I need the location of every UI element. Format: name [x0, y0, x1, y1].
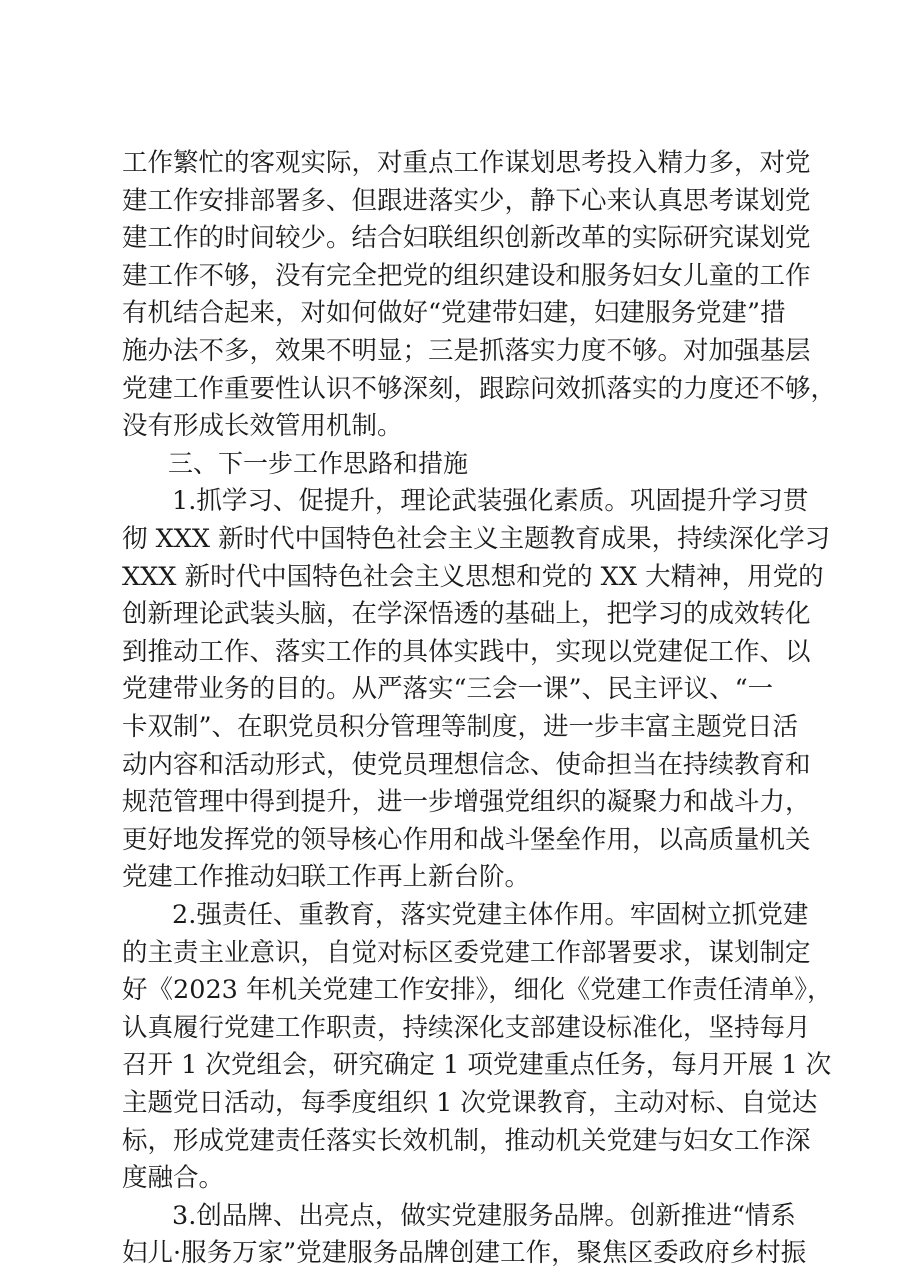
text-line: 有机结合起来，对如何做好“党建带妇建，妇建服务党建”措 — [122, 298, 786, 329]
text-line: 党建带业务的目的。从严落实“三会一课”、民主评议、“一 — [122, 674, 774, 705]
text-line: 卡双制”、在职党员积分管理等制度，进一步丰富主题党日活 — [122, 712, 799, 742]
text-line: 施办法不多，效果不明显；三是抓落实力度不够。对加强基层 — [122, 336, 811, 366]
text-line: 工作繁忙的客观实际，对重点工作谋划思考投入精力多，对党 — [122, 148, 811, 178]
text-line: 到推动工作、落实工作的具体实践中，实现以党建促工作、以 — [122, 636, 811, 667]
paragraph-first-line: 3.创品牌、出亮点，做实党建服务品牌。创新推进“情系 — [172, 1200, 796, 1231]
text-line: 的主责主业意识，自觉对标区委党建工作部署要求，谋划制定 — [122, 937, 811, 968]
text-line: 建工作不够，没有完全把党的组织建设和服务妇女儿童的工作 — [122, 260, 811, 291]
text-line: 更好地发挥党的领导核心作用和战斗堡垒作用，以高质量机关 — [122, 824, 811, 855]
text-line: 认真履行党建工作职责，持续深化支部建设标准化，坚持每月 — [122, 1012, 811, 1043]
text-line: 党建工作重要性认识不够深刻，跟踪问效抓落实的力度还不够， — [122, 373, 837, 404]
text-line: 建工作安排部署多、但跟进落实少，静下心来认真思考谋划党 — [122, 185, 811, 216]
paragraph-first-line: 2.强责任、重教育，落实党建主体作用。牢固树立抓党建 — [172, 900, 809, 930]
text-line: 规范管理中得到提升，进一步增强党组织的凝聚力和战斗力， — [122, 787, 811, 818]
text-line: 没有形成长效管用机制。 — [122, 411, 403, 442]
section-heading: 三、下一步工作思路和措施 — [168, 448, 469, 478]
text-line: 主题党日活动，每季度组织 1 次党课教育，主动对标、自觉达 — [122, 1088, 818, 1118]
text-line: 召开 1 次党组会，研究确定 1 项党建重点任务，每月开展 1 次 — [122, 1050, 832, 1081]
text-line: XXX 新时代中国特色社会主义思想和党的 XX 大精神，用党的 — [122, 561, 824, 592]
text-line: 标，形成党建责任落实长效机制，推动机关党建与妇女工作深 — [122, 1125, 811, 1156]
text-line: 动内容和活动形式，使党员理想信念、使命担当在持续教育和 — [122, 749, 811, 780]
text-line: 好《2023 年机关党建工作安排》，细化《党建工作责任清单》， — [122, 975, 833, 1006]
text-line: 妇儿·服务万家”党建服务品牌创建工作，聚焦区委政府乡村振 — [122, 1238, 807, 1269]
text-line: 彻 XXX 新时代中国特色社会主义主题教育成果，持续深化学习 — [122, 524, 831, 554]
text-line: 度融合。 — [122, 1163, 225, 1194]
text-line: 创新理论武装头脑，在学深悟透的基础上，把学习的成效转化 — [122, 599, 811, 630]
paragraph-first-line: 1.抓学习、促提升，理论武装强化素质。巩固提升学习贯 — [172, 486, 809, 517]
text-line: 建工作的时间较少。结合妇联组织创新改革的实际研究谋划党 — [122, 223, 811, 254]
text-line: 党建工作推动妇联工作再上新台阶。 — [122, 862, 531, 893]
